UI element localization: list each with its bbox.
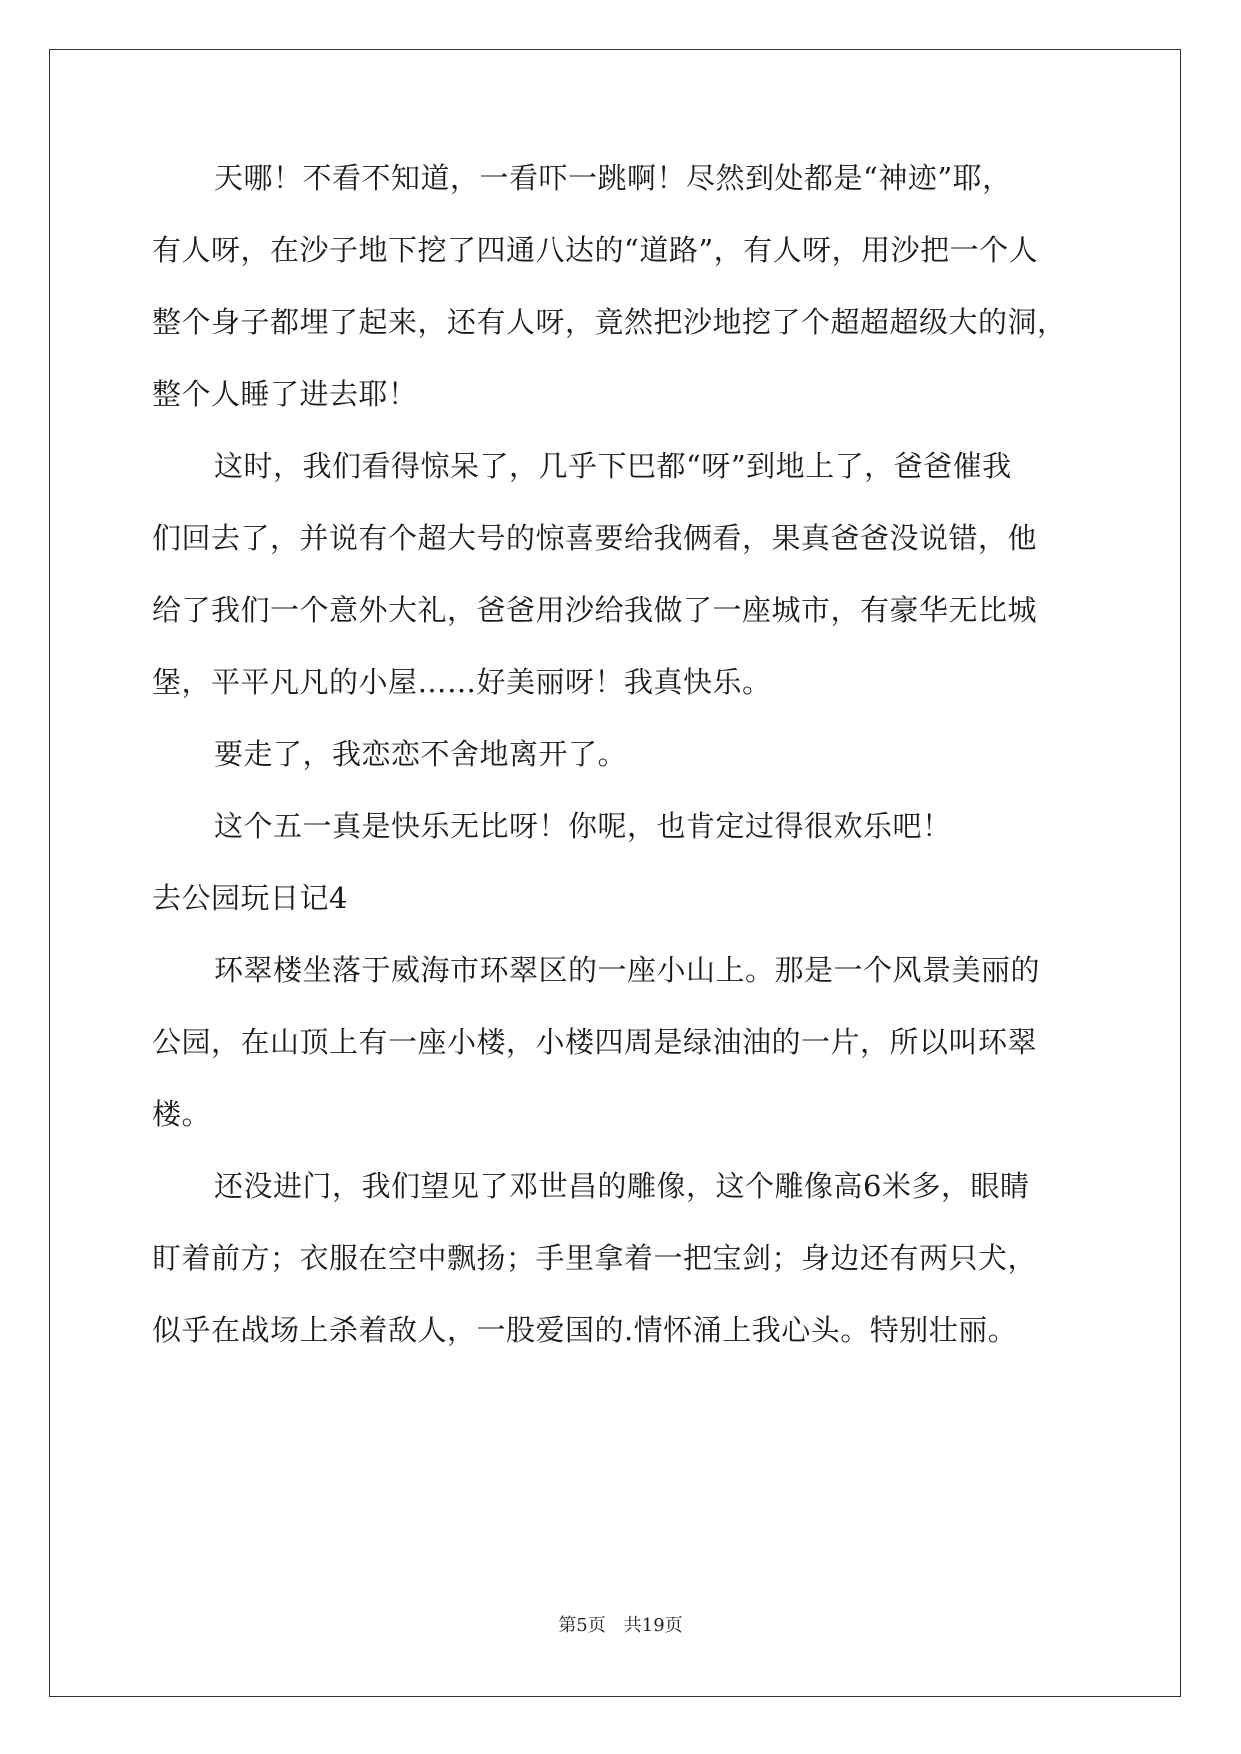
paragraph-line: 这时，我们看得惊呆了，几乎下巴都“呀”到地上了，爸爸催我 — [214, 449, 1012, 483]
paragraph-line: 公园，在山顶上有一座小楼，小楼四周是绿油油的一片，所以叫环翠 — [152, 1025, 1038, 1059]
paragraph-line: 盯着前方；衣服在空中飘扬；手里拿着一把宝剑；身边还有两只犬， — [152, 1241, 1038, 1275]
paragraph-line: 似乎在战场上杀着敌人，一股爱国的.情怀涌上我心头。特别壮丽。 — [152, 1313, 1018, 1347]
paragraph-line: 们回去了，并说有个超大号的惊喜要给我俩看，果真爸爸没说错，他 — [152, 521, 1038, 555]
paragraph-line: 楼。 — [152, 1097, 212, 1131]
paragraph-line: 整个身子都埋了起来，还有人呀，竟然把沙地挖了个超超超级大的洞， — [152, 305, 1067, 339]
paragraph-line: 堡，平平凡凡的小屋……好美丽呀！我真快乐。 — [152, 665, 772, 699]
paragraph-line: 要走了，我恋恋不舍地离开了。 — [214, 737, 628, 771]
paragraph-line: 这个五一真是快乐无比呀！你呢，也肯定过得很欢乐吧！ — [214, 809, 952, 843]
section-heading: 去公园玩日记4 — [152, 881, 348, 915]
paragraph-line: 还没进门，我们望见了邓世昌的雕像，这个雕像高6米多，眼睛 — [214, 1169, 1030, 1203]
page-number-footer: 第5页 共19页 — [558, 1615, 683, 1636]
paragraph-line: 有人呀，在沙子地下挖了四通八达的“道路”，有人呀，用沙把一个人 — [152, 233, 1039, 267]
paragraph-line: 给了我们一个意外大礼，爸爸用沙给我做了一座城市，有豪华无比城 — [152, 593, 1038, 627]
paragraph-line: 整个人睡了进去耶！ — [152, 377, 418, 411]
paragraph-line: 环翠楼坐落于威海市环翠区的一座小山上。那是一个风景美丽的 — [214, 953, 1041, 987]
paragraph-line: 天哪！不看不知道，一看吓一跳啊！尽然到处都是“神迹”耶， — [214, 161, 1012, 195]
